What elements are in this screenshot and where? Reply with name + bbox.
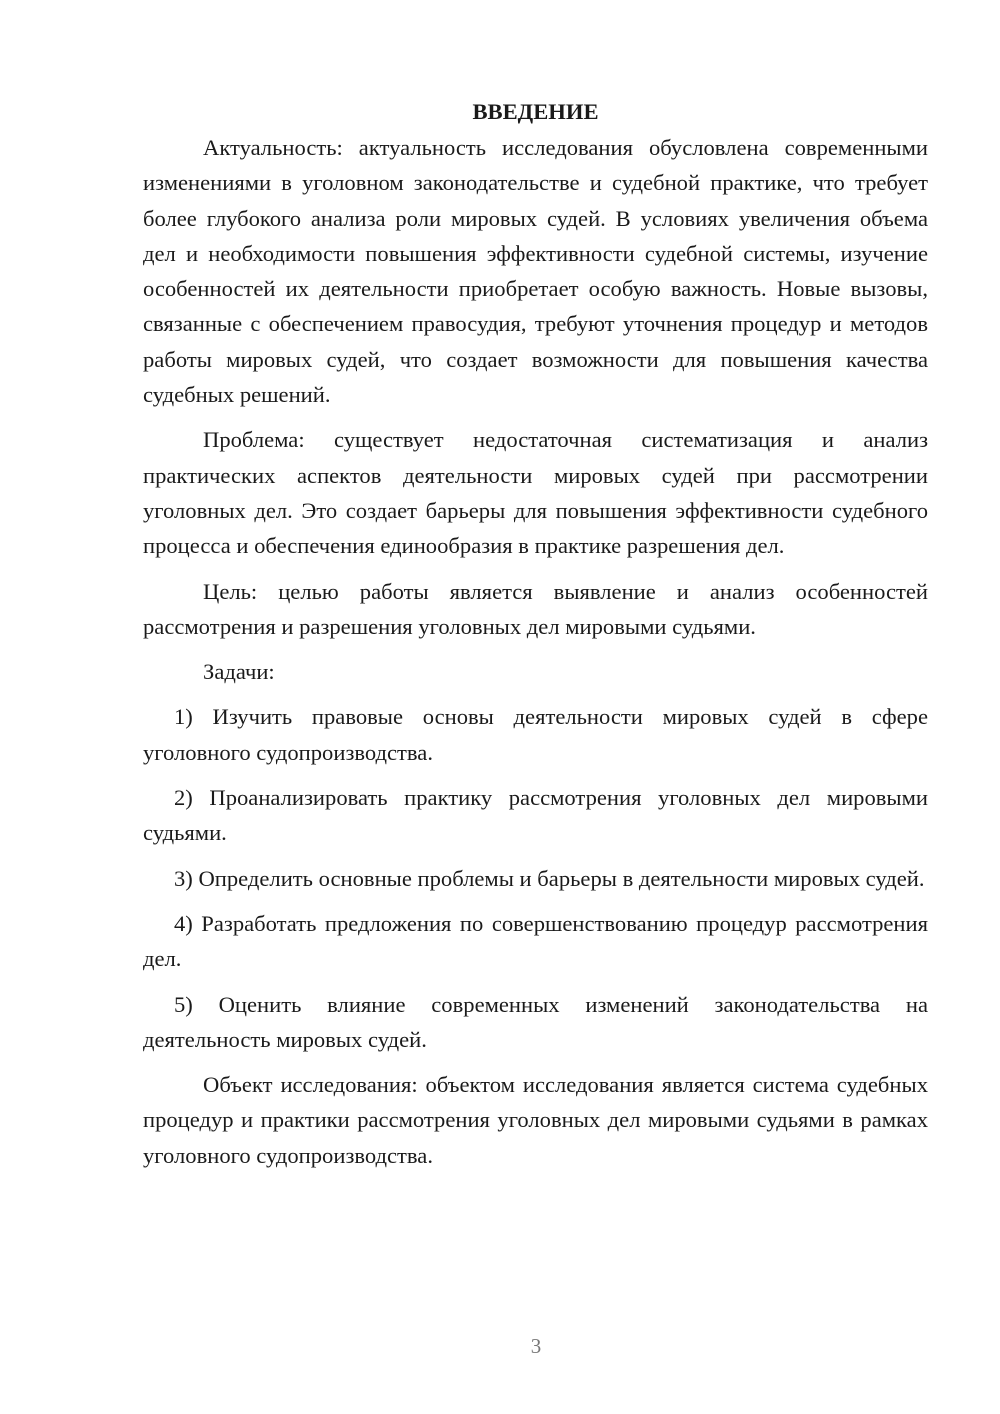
page-number: 3	[530, 1334, 542, 1358]
task-item-2: 2) Проанализировать практику рассмотрения уголовных дел мировыми судьями.	[143, 785, 928, 846]
paragraph-object: Объект исследования: объектом исследования является система судебных процедур и практики рассмотрения уголовных дел мировыми судьями в рамках уголовного судопроизводства.	[143, 1072, 928, 1168]
section-title: ВВЕДЕНИЕ	[472, 99, 599, 124]
tasks-heading: Задачи:	[203, 659, 275, 685]
task-item-1: 1) Изучить правовые основы деятельности мировых судей в сфере уголовного судопроизводства.	[143, 704, 928, 765]
task-item-3: 3) Определить основные проблемы и барьеры в деятельности мировых судей.	[174, 865, 925, 891]
document-body	[143, 94, 928, 1173]
paragraph-problem: Проблема: существует недостаточная систематизация и анализ практических аспектов деятельности мировых судей при рассмотрении уголовных дел. Это создает барьеры для повышения эффективности судебного процесса и обеспечения единообразия в практике разрешения дел.	[143, 427, 928, 559]
task-item-4: 4) Разработать предложения по совершенствованию процедур рассмотрения дел.	[143, 910, 928, 972]
paragraph-relevance: Актуальность: актуальность исследования обусловлена современными изменениями в уголовном законодательстве и судебной практике, что требует более глубокого анализа роли мировых судей. В условиях увеличения объема дел и необходимости повышения эффективности судебной системы, изучение особенностей их деятельности приобретает особую важность. Новые вызовы, связанные с обеспечением правосудия, требуют уточнения процедур и методов работы мировых судей, что создает возможности для повышения качества судебных решений.	[143, 135, 928, 408]
paragraph-goal: Цель: целью работы является выявление и анализ особенностей рассмотрения и разрешения уголовных дел мировыми судьями.	[143, 578, 928, 639]
task-item-5: 5) Оценить влияние современных изменений законодательства на деятельность мировых судей.	[143, 991, 928, 1052]
